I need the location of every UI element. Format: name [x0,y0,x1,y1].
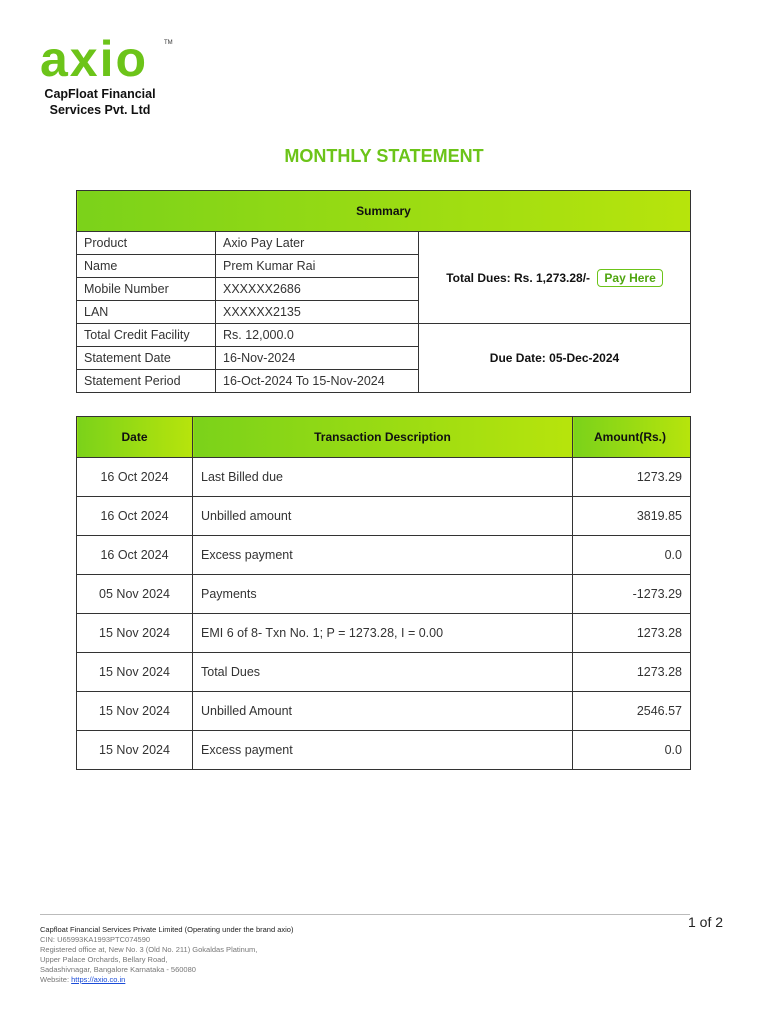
txn-amount: 0.0 [573,536,691,575]
table-row [77,575,691,614]
summary-value: XXXXXX2686 [216,278,419,301]
axio-logo-icon [40,36,180,82]
table-row [77,536,691,575]
txn-description: Payments [193,575,573,614]
website-label: Website: [40,975,70,984]
footer-address-line: Registered office at, New No. 3 (Old No. 211) Gokaldas Platinum, [40,945,258,954]
txn-date: 16 Oct 2024 [77,536,193,575]
summary-label: Product [77,232,216,255]
column-header-amount: Amount(Rs.) [573,417,691,458]
svg-text:axio: axio [40,36,149,82]
table-row [77,458,691,497]
txn-date: 15 Nov 2024 [77,731,193,770]
txn-description: Unbilled Amount [193,692,573,731]
txn-date: 15 Nov 2024 [77,653,193,692]
summary-label: Mobile Number [77,278,216,301]
svg-text:TM: TM [164,40,173,46]
table-row [77,731,691,770]
summary-value: Rs. 12,000.0 [216,324,419,347]
summary-label: Name [77,255,216,278]
summary-label: Statement Date [77,347,216,370]
summary-value: Prem Kumar Rai [216,255,419,278]
summary-value: 16-Oct-2024 To 15-Nov-2024 [216,370,419,393]
summary-value: Axio Pay Later [216,232,419,255]
company-name [40,86,160,118]
table-row [77,614,691,653]
summary-table [76,190,691,393]
txn-description: Unbilled amount [193,497,573,536]
table-row [77,692,691,731]
txn-date: 15 Nov 2024 [77,692,193,731]
txn-date: 15 Nov 2024 [77,614,193,653]
txn-amount: 1273.28 [573,653,691,692]
pay-here-button[interactable]: Pay Here [597,269,662,287]
footer-company: Capfloat Financial Services Private Limited (Operating under the brand axio) [40,925,294,934]
txn-date: 16 Oct 2024 [77,458,193,497]
page-title: MONTHLY STATEMENT [284,146,484,166]
summary-label: Statement Period [77,370,216,393]
footer [40,925,640,985]
txn-amount: 1273.28 [573,614,691,653]
txn-description: Excess payment [193,536,573,575]
summary-label: Total Credit Facility [77,324,216,347]
txn-date: 16 Oct 2024 [77,497,193,536]
summary-row [77,324,691,347]
txn-description: Last Billed due [193,458,573,497]
txn-amount: 1273.29 [573,458,691,497]
footer-website [40,975,640,985]
summary-value: XXXXXX2135 [216,301,419,324]
total-dues: Total Dues: Rs. 1,273.28/- [446,270,591,285]
page-number: 1 of 2 [688,914,724,930]
footer-address-line: Sadashivnagar, Bangalore Karnataka - 560080 [40,965,196,974]
transactions-table [76,416,691,770]
company-name-line1: CapFloat Financial [44,87,156,101]
summary-row [77,232,691,255]
website-link[interactable]: https://axio.co.in [71,975,126,984]
txn-description: EMI 6 of 8- Txn No. 1; P = 1273.28, I = 0.00 [193,614,573,653]
footer-cin: CIN: U65993KA1993PTC074590 [40,935,151,944]
txn-date: 05 Nov 2024 [77,575,193,614]
table-row [77,653,691,692]
column-header-date: Date [77,417,193,458]
txn-amount: 2546.57 [573,692,691,731]
brand-logo [40,36,180,118]
total-dues-cell [419,232,691,324]
table-row [77,497,691,536]
txn-amount: 3819.85 [573,497,691,536]
summary-header: Summary [77,191,691,232]
summary-value: 16-Nov-2024 [216,347,419,370]
column-header-description: Transaction Description [193,417,573,458]
footer-divider [40,914,690,915]
summary-label: LAN [77,301,216,324]
txn-description: Total Dues [193,653,573,692]
due-date: Due Date: 05-Dec-2024 [419,324,691,393]
company-name-line2: Services Pvt. Ltd [49,103,151,117]
footer-address-line: Upper Palace Orchards, Bellary Road, [40,955,168,964]
txn-amount: 0.0 [573,731,691,770]
txn-description: Excess payment [193,731,573,770]
txn-amount: -1273.29 [573,575,691,614]
